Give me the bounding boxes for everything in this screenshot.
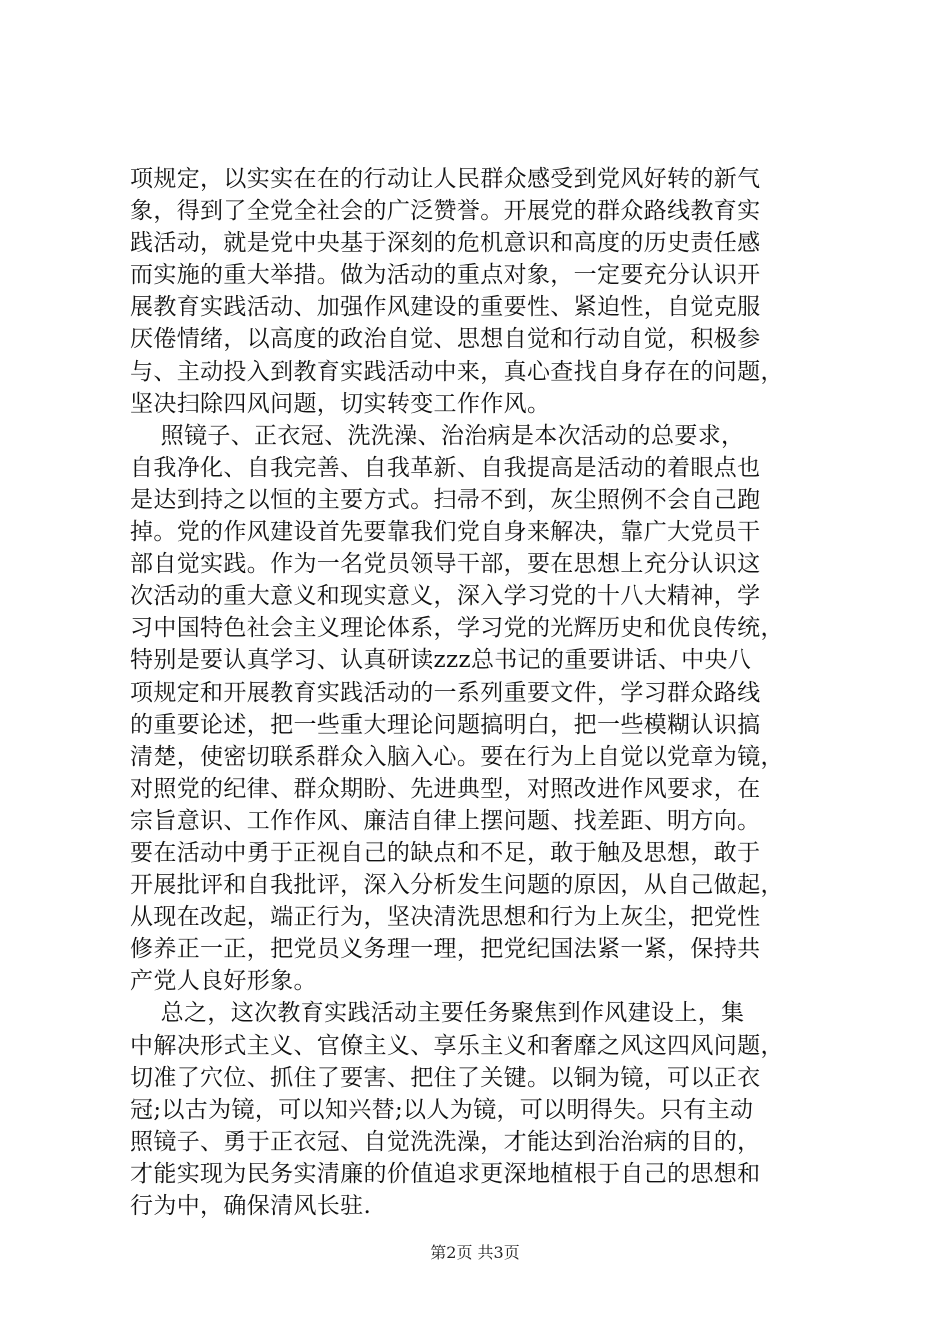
text-line: 特别是要认真学习、认真研读zzz总书记的重要讲话、中央八 — [130, 647, 752, 674]
text-line: 修养正一正，把党员义务理一理，把党纪国法紧一紧，保持共 — [130, 936, 761, 963]
text-line: 展教育实践活动、加强作风建设的重要性、紧迫性，自觉克服 — [130, 294, 761, 321]
text-line: 项规定，以实实在在的行动让人民群众感受到党风好转的新气 — [130, 166, 761, 192]
text-line: 掉。党的作风建设首先要靠我们党自身来解决，靠广大党员干 — [130, 519, 761, 546]
text-line: 才能实现为民务实清廉的价值追求更深地植根于自己的思想和 — [130, 1160, 761, 1187]
text-line: 开展批评和自我批评，深入分析发生问题的原因，从自己做起， — [130, 872, 784, 899]
text-line: 清楚，使密切联系群众入脑入心。要在行为上自觉以党章为镜， — [130, 743, 784, 770]
text-line: 是达到持之以恒的主要方式。扫帚不到，灰尘照例不会自己跑 — [130, 486, 761, 513]
text-line: 与、主动投入到教育实践活动中来，真心查找自身存在的问题， — [130, 358, 784, 385]
text-line: 宗旨意识、工作作风、廉洁自律上摆问题、找差距、明方向。 — [130, 807, 761, 834]
text-line: 照镜子、勇于正衣冠、自觉洗洗澡，才能达到治治病的目的， — [130, 1128, 761, 1155]
text-line: 厌倦情绪，以高度的政治自觉、思想自觉和行动自觉，积极参 — [130, 326, 761, 353]
text-line: 产党人良好形象。 — [130, 968, 317, 995]
text-line: 行为中，确保清风长驻. — [130, 1193, 372, 1219]
text-line: 要在活动中勇于正视自己的缺点和不足，敢于触及思想，敢于 — [130, 839, 761, 866]
text-line: 的重要论述，把一些重大理论问题搞明白，把一些模糊认识搞 — [130, 711, 761, 738]
text-line: 总之，这次教育实践活动主要任务聚焦到作风建设上，集 — [130, 1000, 745, 1027]
text-line: 习中国特色社会主义理论体系，学习党的光辉历史和优良传统， — [130, 615, 784, 642]
text-line: 冠;以古为镜，可以知兴替;以人为镜，可以明得失。只有主动 — [130, 1096, 754, 1123]
text-line: 践活动，就是党中央基于深刻的危机意识和高度的历史责任感 — [130, 230, 761, 257]
text-line: 项规定和开展教育实践活动的一系列重要文件，学习群众路线 — [130, 679, 761, 706]
text-line: 坚决扫除四风问题，切实转变工作作风。 — [130, 390, 551, 417]
text-line: 象，得到了全党全社会的广泛赞誉。开展党的群众路线教育实 — [130, 198, 761, 225]
text-line: 从现在改起，端正行为，坚决清洗思想和行为上灰尘，把党性 — [130, 904, 761, 931]
body-text — [130, 163, 830, 1222]
text-line: 次活动的重大意义和现实意义，深入学习党的十八大精神，学 — [130, 583, 761, 610]
text-line: 照镜子、正衣冠、洗洗澡、治治病是本次活动的总要求， — [130, 422, 745, 449]
text-line: 而实施的重大举措。做为活动的重点对象，一定要充分认识开 — [130, 262, 761, 289]
text-line: 切准了穴位、抓住了要害、把住了关键。以铜为镜，可以正衣 — [130, 1064, 761, 1091]
page-footer: 第2页 共3页 — [430, 1243, 520, 1262]
text-line: 中解决形式主义、官僚主义、享乐主义和奢靡之风这四风问题， — [130, 1032, 784, 1059]
text-line: 对照党的纪律、群众期盼、先进典型，对照改进作风要求，在 — [130, 775, 761, 802]
text-line: 部自觉实践。作为一名党员领导干部，要在思想上充分认识这 — [130, 551, 761, 578]
text-line: 自我净化、自我完善、自我革新、自我提高是活动的着眼点也 — [130, 454, 761, 481]
